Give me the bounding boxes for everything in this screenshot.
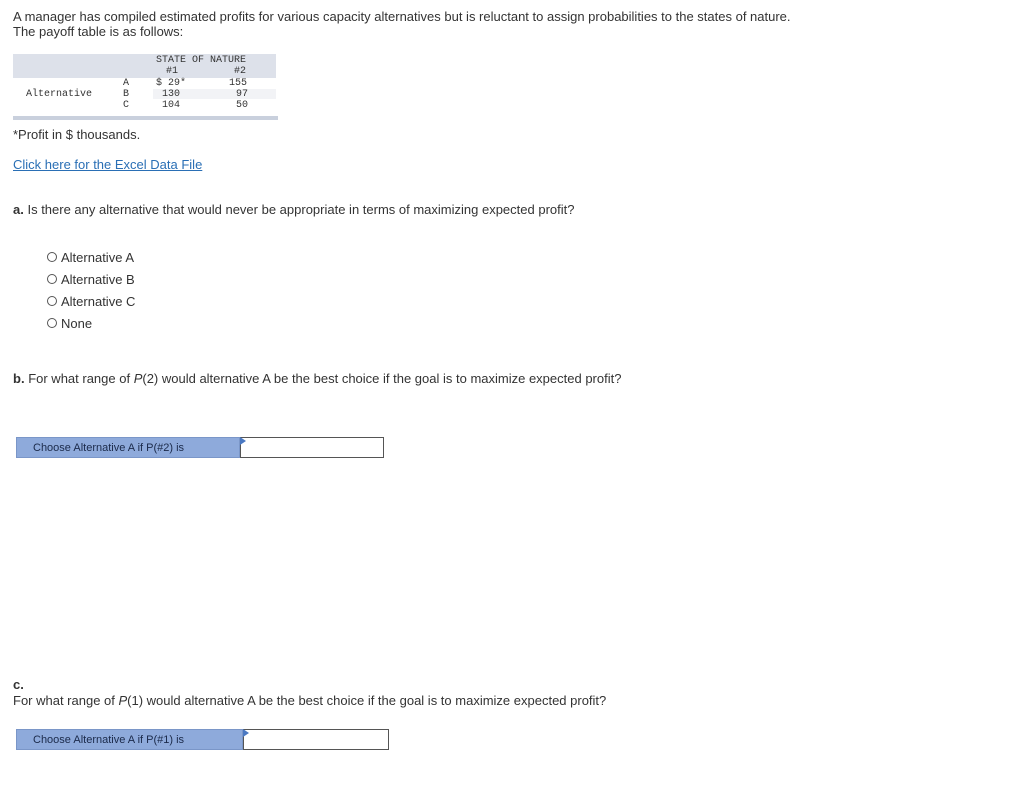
option-label: Alternative A xyxy=(61,249,134,265)
option-alternative-c[interactable] xyxy=(47,290,135,312)
question-b-var: P xyxy=(133,371,143,386)
radio-button[interactable] xyxy=(47,296,57,306)
col-header-2: #2 xyxy=(234,66,247,77)
problem-intro: A manager has compiled estimated profits for various capacity alternatives but is reluctant to assign probabilities to the states of nature. The payoff table is as follows: xyxy=(13,9,791,39)
payoff-table xyxy=(13,54,278,124)
question-c-text-pre: For what range of xyxy=(13,693,119,708)
option-label: Alternative B xyxy=(61,271,135,287)
answer-input-b[interactable] xyxy=(241,438,383,457)
radio-button[interactable] xyxy=(47,252,57,262)
excel-data-link[interactable]: Click here for the Excel Data File xyxy=(13,157,203,172)
question-c-letter: c. xyxy=(13,677,24,692)
option-alternative-a[interactable] xyxy=(47,246,135,268)
alt-b-state2: 97 xyxy=(236,89,249,100)
option-none[interactable] xyxy=(47,312,135,334)
question-a xyxy=(13,202,574,217)
radio-button[interactable] xyxy=(47,318,57,328)
answer-label-b: Choose Alternative A if P(#2) is xyxy=(16,437,240,458)
question-c-label xyxy=(13,677,24,692)
question-a-text: Is there any alternative that would never be appropriate in terms of maximizing expected profit? xyxy=(27,202,575,217)
alt-b-state1: 130 xyxy=(162,89,181,100)
alt-a-state1: $ 29* xyxy=(156,78,187,89)
alt-b-label: B xyxy=(123,89,130,100)
col-header-1: #1 xyxy=(166,66,179,77)
flag-icon xyxy=(243,729,249,737)
question-b-text-pre: For what range of xyxy=(28,371,134,386)
alt-c-label: C xyxy=(123,100,130,111)
radio-button[interactable] xyxy=(47,274,57,284)
footnote: *Profit in $ thousands. xyxy=(13,127,141,142)
answer-input-c[interactable] xyxy=(244,730,388,749)
answer-row-b xyxy=(16,437,384,458)
option-alternative-b[interactable] xyxy=(47,268,135,290)
answer-field-b[interactable] xyxy=(240,437,384,458)
option-label: Alternative C xyxy=(61,293,136,309)
answer-field-c[interactable] xyxy=(243,729,389,750)
alt-c-state2: 50 xyxy=(236,100,249,111)
question-b xyxy=(13,371,621,386)
option-label: None xyxy=(61,315,93,331)
answer-label-c: Choose Alternative A if P(#1) is xyxy=(16,729,243,750)
question-b-text-post: (2) would alternative A be the best choice if the goal is to maximize expected profit? xyxy=(142,371,622,386)
question-b-label: b. xyxy=(13,371,25,386)
question-a-label: a. xyxy=(13,202,24,217)
question-c-var: P xyxy=(118,693,128,708)
alt-c-state1: 104 xyxy=(162,100,181,111)
alt-a-label: A xyxy=(123,78,130,89)
flag-icon xyxy=(240,437,246,445)
table-bottom-rule xyxy=(13,116,278,120)
answer-row-c xyxy=(16,729,389,750)
question-c-text-post: (1) would alternative A be the best choice if the goal is to maximize expected profit? xyxy=(127,693,607,708)
table-header: STATE OF NATURE xyxy=(156,55,247,66)
alt-a-state2: 155 xyxy=(229,78,248,89)
question-c xyxy=(13,693,606,708)
row-label: Alternative xyxy=(26,89,93,100)
question-a-options xyxy=(47,246,135,334)
